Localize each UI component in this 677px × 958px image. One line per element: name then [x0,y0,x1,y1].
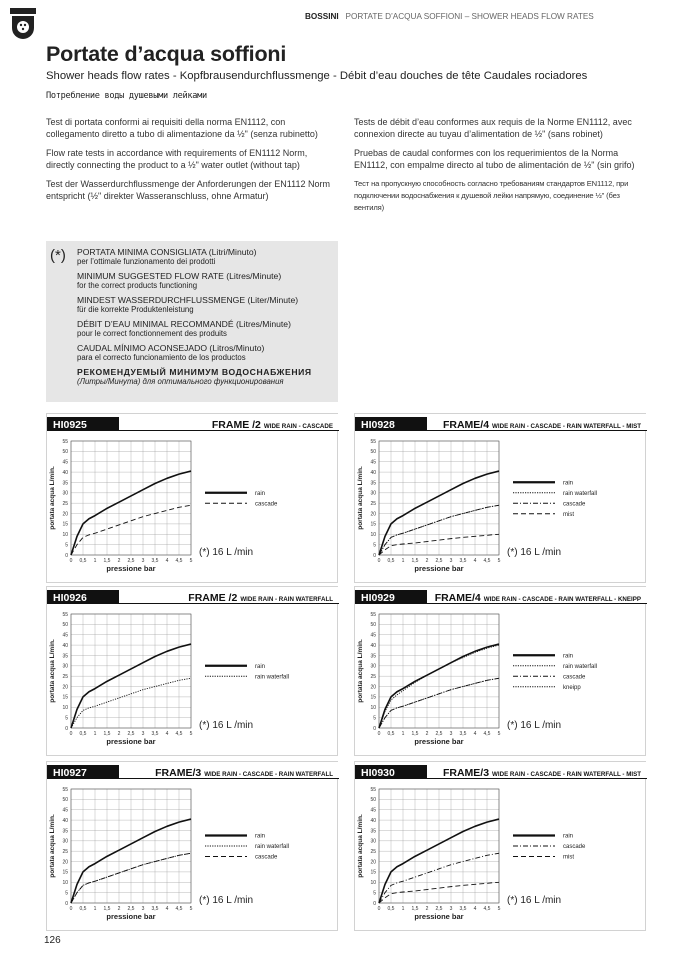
note-unit: (Litros/Minuto) [207,343,265,353]
chart-ytick-label: 20 [62,684,68,691]
chart-xtick-label: 3 [141,731,145,737]
chart-ytick-label: 55 [370,611,376,618]
chart-xtick-label: 4,5 [175,906,183,912]
chart-xtick-label: 5 [497,906,501,912]
chart-ytick-label: 10 [62,880,68,887]
chart-ytick-label: 10 [370,705,376,712]
legend-label: cascade [563,501,586,508]
note-item [77,296,312,314]
chart-ytick-label: 30 [370,663,376,670]
note-list [77,248,312,392]
bossini-logo-mark [10,8,36,40]
intro-fr: Tests de débit d’eau conformes aux requis de la Norme EN1112, avec connexion directe au tuyau d’alimentation de ½" (sans robinet) [354,117,632,139]
intro-left-column [46,116,338,209]
chart-ylabel: portata acqua L/min. [49,639,56,703]
note-sub: para el correcto funcionamiento de los productos [77,353,246,362]
note-head: DÉBIT D’EAU MINIMAL RECOMMANDÉ [77,319,234,329]
chart-hi0929 [354,586,646,756]
chart-ylabel: portata acqua L/min. [357,814,364,878]
note-unit: (Litres/Minute) [233,319,291,329]
chart-desc: WIDE RAIN - CASCADE - RAIN WATERFALL [204,771,333,778]
chart-xtick-label: 4 [165,906,169,912]
legend-label: mist [563,511,574,518]
chart-ytick-label: 55 [62,786,68,793]
chart-ytick-label: 10 [370,532,376,539]
chart-desc: WIDE RAIN - CASCADE [263,423,333,430]
chart-frame: FRAME/3 [442,767,490,779]
chart-ytick-label: 35 [62,828,68,835]
chart-ytick-label: 25 [370,673,376,680]
note-marker: (*) [50,247,66,264]
chart-min-flow: (*) 16 L /min [507,547,562,558]
chart-ytick-label: 30 [62,490,68,497]
chart-xtick-label: 5 [497,731,501,737]
note-sub: for the correct products functioning [77,281,198,290]
chart-xtick-label: 2,5 [435,558,443,564]
chart-ytick-label: 45 [62,807,68,814]
chart-ytick-label: 35 [62,480,68,487]
chart-xtick-label: 2,5 [127,731,135,737]
note-item [77,248,312,266]
chart-xtick-label: 0,5 [79,731,87,737]
chart-ytick-label: 5 [373,890,376,897]
chart-xtick-label: 1,5 [103,558,111,564]
chart-ytick-label: 15 [370,694,376,701]
chart-ytick-label: 20 [370,684,376,691]
chart-xtick-label: 3,5 [459,731,467,737]
chart-hi0926 [46,586,338,756]
chart-ytick-label: 50 [370,449,376,456]
chart-ytick-label: 15 [62,694,68,701]
legend-label: rain waterfall [563,663,598,670]
chart-ytick-label: 20 [62,511,68,518]
chart-svg [355,762,647,932]
chart-ytick-label: 0 [373,725,376,732]
note-sub: (Литры/Минута) для оптимального функционирования [77,377,284,386]
note-unit: (Litri/Minuto) [206,247,257,257]
chart-ytick-label: 40 [62,469,68,476]
min-flow-note-box [46,241,338,402]
chart-xtick-label: 4 [473,558,477,564]
chart-hi0928 [354,413,646,583]
chart-xtick-label: 4,5 [483,731,491,737]
chart-svg [47,762,339,932]
header-breadcrumb [305,12,594,21]
chart-xtick-label: 5 [189,731,193,737]
chart-xtick-label: 4,5 [483,906,491,912]
legend-label: rain [563,653,574,660]
legend-label: rain waterfall [563,490,598,497]
chart-ytick-label: 45 [370,459,376,466]
chart-xtick-label: 4 [165,558,169,564]
note-sub: per l’ottimale funzionamento dei prodotti [77,257,216,266]
chart-xtick-label: 3,5 [151,558,159,564]
chart-ytick-label: 15 [62,869,68,876]
legend-label: rain [563,833,574,840]
chart-xtick-label: 2,5 [435,731,443,737]
chart-ytick-label: 0 [65,900,68,907]
chart-xtick-label: 0 [69,906,73,912]
chart-ytick-label: 25 [62,848,68,855]
chart-xtick-label: 4,5 [175,731,183,737]
note-item [77,320,312,338]
chart-xlabel: pressione bar [414,912,464,921]
chart-ylabel: portata acqua L/min. [49,466,56,530]
chart-ytick-label: 35 [62,653,68,660]
chart-desc: WIDE RAIN - CASCADE - RAIN WATERFALL - MIST [492,771,641,778]
chart-ytick-label: 0 [65,725,68,732]
intro-en: Flow rate tests in accordance with requirements of EN1112 Norm, directly connecting the product to a ½" water outlet (without tap) [46,148,308,170]
bossini-logo [10,8,36,40]
chart-ytick-label: 40 [370,642,376,649]
chart-ytick-label: 55 [62,611,68,618]
chart-hi0930 [354,761,646,931]
chart-ytick-label: 35 [370,828,376,835]
page-title: Portate d’acqua soffioni [46,42,287,66]
chart-ytick-label: 45 [62,459,68,466]
chart-xtick-label: 0,5 [387,731,395,737]
chart-xtick-label: 1,5 [103,906,111,912]
note-unit: (Liter/Minute) [245,295,299,305]
chart-ytick-label: 45 [370,807,376,814]
chart-xtick-label: 2 [117,906,121,912]
chart-xtick-label: 1 [93,558,97,564]
chart-xtick-label: 1 [401,558,405,564]
page-subtitle-ru: Потребление воды душевыми лейками [46,91,207,101]
chart-xtick-label: 0 [69,558,73,564]
page-number: 126 [44,935,61,946]
chart-xtick-label: 3 [141,558,145,564]
note-head: PORTATA MINIMA CONSIGLIATA [77,247,207,257]
chart-code: HI0926 [53,592,87,604]
chart-ytick-label: 5 [65,890,68,897]
chart-xtick-label: 2,5 [127,906,135,912]
chart-ytick-label: 55 [370,438,376,445]
chart-ytick-label: 10 [62,705,68,712]
legend-label: rain [255,490,266,497]
legend-label: cascade [255,854,278,861]
chart-xtick-label: 2 [425,731,429,737]
chart-xtick-label: 2,5 [127,558,135,564]
chart-xtick-label: 1,5 [411,731,419,737]
note-sub: für die korrekte Produktenleistung [77,305,194,314]
chart-ytick-label: 20 [370,859,376,866]
chart-xtick-label: 0 [377,731,381,737]
chart-ytick-label: 20 [62,859,68,866]
chart-min-flow: (*) 16 L /min [507,720,562,731]
chart-xtick-label: 2 [117,731,121,737]
chart-ytick-label: 55 [62,438,68,445]
chart-frame: FRAME/4 [434,592,481,604]
legend-label: cascade [563,844,586,850]
chart-ytick-label: 25 [62,500,68,507]
legend-label: rain [255,833,266,840]
chart-frame: FRAME /2 [211,419,261,431]
chart-xtick-label: 5 [189,906,193,912]
chart-ytick-label: 40 [62,642,68,649]
chart-ytick-label: 0 [373,552,376,559]
chart-xtick-label: 3,5 [151,906,159,912]
chart-xtick-label: 3 [449,731,453,737]
chart-ytick-label: 40 [370,817,376,824]
intro-es: Pruebas de caudal conformes con los requerimientos de la Norma EN1112, con empalme directo al tubo de alimentación de ½" (sin grifo) [354,148,635,170]
chart-xtick-label: 0,5 [79,558,87,564]
chart-xtick-label: 1,5 [103,731,111,737]
chart-ytick-label: 35 [370,480,376,487]
chart-xtick-label: 0,5 [79,906,87,912]
chart-min-flow: (*) 16 L /min [507,895,562,906]
chart-xtick-label: 4 [473,731,477,737]
chart-xtick-label: 4,5 [483,558,491,564]
chart-svg [355,414,647,584]
chart-ytick-label: 50 [370,797,376,804]
chart-xtick-label: 0 [377,558,381,564]
chart-frame: FRAME/3 [155,767,202,779]
chart-code: HI0930 [361,767,395,779]
chart-xtick-label: 2 [425,906,429,912]
note-item [77,344,312,362]
chart-hi0925 [46,413,338,583]
chart-ytick-label: 50 [62,622,68,629]
chart-xtick-label: 3 [449,906,453,912]
chart-xtick-label: 3,5 [151,731,159,737]
chart-xtick-label: 4 [165,731,169,737]
chart-xtick-label: 0,5 [387,558,395,564]
chart-desc: WIDE RAIN - CASCADE - RAIN WATERFALL - MIST [492,423,641,430]
chart-ytick-label: 25 [62,673,68,680]
note-unit: (Litres/Minute) [223,271,282,281]
chart-xtick-label: 4,5 [175,558,183,564]
chart-min-flow: (*) 16 L /min [199,720,254,731]
legend-label: cascade [563,674,586,681]
chart-code: HI0925 [53,419,87,431]
chart-xtick-label: 0 [377,906,381,912]
header-section: PORTATE D’ACQUA SOFFIONI [345,12,463,21]
chart-frame: FRAME/4 [442,419,490,431]
chart-code: HI0929 [361,592,395,604]
chart-ytick-label: 30 [62,663,68,670]
page-subtitle: Shower heads flow rates - Kopfbrausendurchflussmenge - Débit d’eau douches de tête Caudales rociadores [46,70,588,82]
header-separator: – [462,12,472,21]
legend-label: rain waterfall [255,844,290,850]
chart-ytick-label: 15 [370,521,376,528]
chart-xtick-label: 3,5 [459,906,467,912]
chart-code: HI0927 [53,767,87,779]
chart-xtick-label: 0 [69,731,73,737]
chart-ytick-label: 50 [370,622,376,629]
note-sub: pour le correct fonctionnement des produits [77,329,227,338]
chart-ytick-label: 25 [370,848,376,855]
chart-ytick-label: 20 [370,511,376,518]
chart-ytick-label: 30 [62,838,68,845]
chart-ylabel: portata acqua L/min. [49,814,56,878]
chart-ylabel: portata acqua L/min. [357,639,364,703]
chart-svg [355,587,647,757]
chart-xtick-label: 4 [473,906,477,912]
chart-ytick-label: 0 [65,552,68,559]
chart-ytick-label: 5 [65,715,68,722]
chart-xlabel: pressione bar [106,564,156,573]
chart-frame: FRAME /2 [188,592,238,604]
chart-xtick-label: 1 [401,731,405,737]
chart-xtick-label: 0,5 [387,906,395,912]
chart-xtick-label: 1 [401,906,405,912]
intro-de: Test der Wasserdurchflussmenge der Anforderungen der EN1112 Norm entspricht (½" direkter Wasseranschluss, ohne Armatur) [46,179,330,201]
chart-xlabel: pressione bar [414,564,464,573]
chart-xtick-label: 5 [497,558,501,564]
chart-ytick-label: 50 [62,797,68,804]
chart-ytick-label: 35 [370,653,376,660]
chart-svg [47,587,339,757]
chart-ytick-label: 5 [65,542,68,549]
chart-ytick-label: 40 [370,469,376,476]
chart-xtick-label: 1,5 [411,558,419,564]
chart-ytick-label: 55 [370,786,376,793]
chart-xtick-label: 5 [189,558,193,564]
chart-xtick-label: 1 [93,906,97,912]
chart-xtick-label: 2,5 [435,906,443,912]
intro-it: Test di portata conformi ai requisiti della norma EN1112, con collegamento diretto a tubo di alimentazione da ½" (senza rubinetto) [46,117,318,139]
chart-ytick-label: 45 [62,632,68,639]
legend-label: cascade [255,501,278,508]
chart-ytick-label: 15 [62,521,68,528]
chart-ytick-label: 45 [370,632,376,639]
note-head: РЕКОМЕНДУЕМЫЙ МИНИМУМ ВОДОСНАБЖЕНИЯ [77,367,312,377]
note-head: MINIMUM SUGGESTED FLOW RATE [77,271,224,281]
chart-ytick-label: 25 [370,500,376,507]
legend-label: rain [563,480,574,487]
chart-ytick-label: 30 [370,838,376,845]
chart-ytick-label: 10 [62,532,68,539]
legend-label: kneipp [563,684,581,691]
chart-xtick-label: 3,5 [459,558,467,564]
chart-xtick-label: 2 [117,558,121,564]
chart-ytick-label: 0 [373,900,376,907]
chart-ytick-label: 15 [370,869,376,876]
chart-xlabel: pressione bar [106,912,156,921]
header-brand: BOSSINI [305,12,339,21]
intro-ru: Тест на пропускную способность согласно требованиям стандартов EN1112, при подключении водоснабжения к душевой лейки напрямую, соединение ½" (без вентиля) [354,179,629,212]
note-item [77,272,312,290]
chart-min-flow: (*) 16 L /min [199,547,254,558]
chart-hi0927 [46,761,338,931]
chart-desc: WIDE RAIN - CASCADE - RAIN WATERFALL - KNEIPP [483,596,641,603]
chart-ytick-label: 40 [62,817,68,824]
chart-ylabel: portata acqua L/min. [357,466,364,530]
chart-min-flow: (*) 16 L /min [199,895,254,906]
note-item [77,368,312,386]
chart-ytick-label: 5 [373,715,376,722]
legend-label: rain waterfall [255,674,290,681]
header-section-en: SHOWER HEADS FLOW RATES [471,12,594,21]
chart-xtick-label: 1,5 [411,906,419,912]
chart-xtick-label: 3 [449,558,453,564]
chart-ytick-label: 10 [370,880,376,887]
intro-right-column [354,116,646,221]
legend-label: mist [563,854,574,861]
chart-desc: WIDE RAIN - RAIN WATERFALL [240,596,333,603]
chart-code: HI0928 [361,419,395,431]
chart-ytick-label: 50 [62,449,68,456]
note-head: MINDEST WASSERDURCHFLUSSMENGE [77,295,246,305]
note-head: CAUDAL MÍNIMO ACONSEJADO [77,343,208,353]
chart-svg [47,414,339,584]
chart-xtick-label: 1 [93,731,97,737]
chart-xlabel: pressione bar [414,737,464,746]
chart-xtick-label: 2 [425,558,429,564]
chart-ytick-label: 30 [370,490,376,497]
legend-label: rain [255,663,266,670]
chart-xtick-label: 3 [141,906,145,912]
chart-xlabel: pressione bar [106,737,156,746]
chart-ytick-label: 5 [373,542,376,549]
